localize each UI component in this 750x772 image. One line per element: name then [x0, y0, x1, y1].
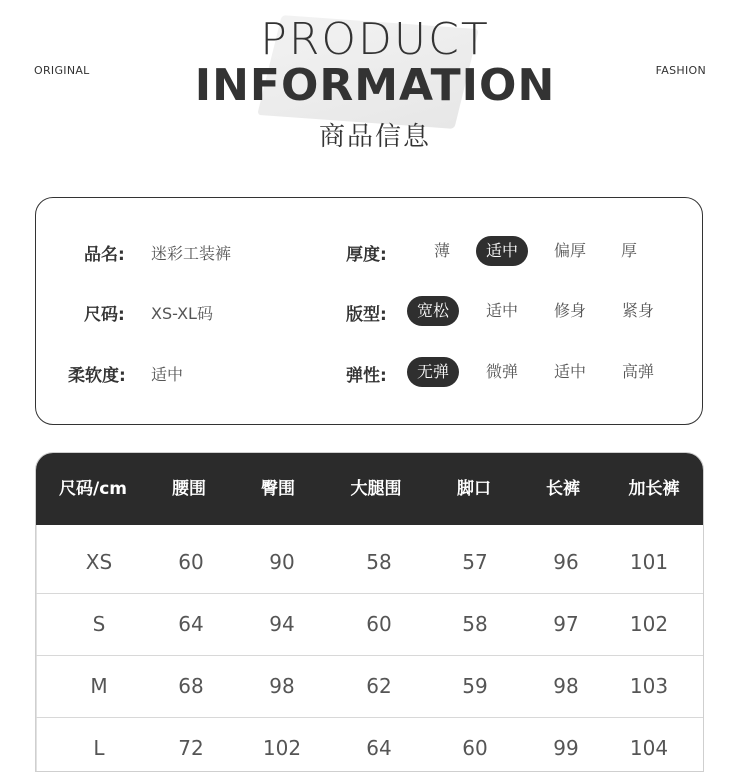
fashion-tag: FASHION: [655, 64, 706, 77]
thickness-label: 厚度:: [346, 245, 387, 265]
table-cell: 98: [269, 674, 295, 698]
softness-label: 柔软度:: [68, 366, 126, 386]
table-cell: 101: [629, 550, 669, 574]
table-cell: 57: [462, 550, 488, 574]
fit-option: 宽松: [407, 296, 459, 326]
table-cell: 90: [269, 550, 295, 574]
size-chart-table: [35, 452, 704, 772]
size-label: 尺码:: [84, 305, 125, 325]
title-product: PRODUCT: [260, 14, 490, 65]
table-cell: 60: [366, 612, 392, 636]
table-cell: 96: [553, 550, 579, 574]
info-row-softness-elasticity: [36, 353, 702, 393]
table-cell: 60: [462, 736, 488, 760]
table-cell: 58: [366, 550, 392, 574]
elasticity-option: 微弹: [485, 362, 519, 381]
name-value: 迷彩工装裤: [151, 244, 232, 263]
table-cell: 102: [262, 736, 302, 760]
elasticity-label: 弹性:: [346, 366, 387, 386]
softness-value: 适中: [151, 365, 184, 384]
table-cell: S: [92, 612, 106, 636]
title-information: INFORMATION: [194, 60, 556, 111]
fit-option: 紧身: [621, 301, 655, 320]
column-header: 腰围: [172, 479, 206, 499]
table-cell: 98: [553, 674, 579, 698]
table-cell: 103: [629, 674, 669, 698]
elasticity-option: 适中: [553, 362, 587, 381]
table-cell: 64: [366, 736, 392, 760]
table-row: [36, 655, 703, 718]
table-cell: 62: [366, 674, 392, 698]
table-cell: 72: [178, 736, 204, 760]
table-header: [36, 453, 703, 525]
thickness-option: 适中: [476, 236, 528, 266]
table-cell: 99: [553, 736, 579, 760]
table-row: [36, 593, 703, 656]
thickness-option: 偏厚: [553, 241, 587, 260]
table-cell: 60: [178, 550, 204, 574]
elasticity-option: 高弹: [621, 362, 655, 381]
thickness-option: 厚: [620, 241, 638, 260]
column-header: 尺码/cm: [59, 479, 127, 499]
size-value: XS-XL码: [151, 304, 213, 323]
info-row-size-fit: [36, 292, 702, 332]
original-tag: ORIGINAL: [34, 64, 90, 77]
table-row: [36, 717, 703, 772]
elasticity-option: 无弹: [407, 357, 459, 387]
column-header: 大腿围: [350, 479, 402, 499]
name-label: 品名:: [84, 245, 125, 265]
fit-option: 修身: [553, 301, 587, 320]
column-header: 脚口: [457, 479, 491, 499]
table-row: [36, 531, 703, 594]
info-row-name-thickness: [36, 232, 702, 272]
table-cell: L: [93, 736, 105, 760]
thickness-option: 薄: [433, 241, 451, 260]
table-cell: 97: [553, 612, 579, 636]
fit-option: 适中: [485, 301, 519, 320]
table-cell: 64: [178, 612, 204, 636]
title-chinese: 商品信息: [318, 122, 431, 152]
table-cell: 104: [629, 736, 669, 760]
table-cell: XS: [85, 550, 113, 574]
table-cell: 68: [178, 674, 204, 698]
column-header: 臀围: [261, 479, 295, 499]
fit-label: 版型:: [346, 305, 387, 325]
table-cell: M: [90, 674, 108, 698]
product-info-panel: [35, 197, 703, 425]
column-header: 长裤: [546, 479, 580, 499]
table-cell: 58: [462, 612, 488, 636]
table-cell: 59: [462, 674, 488, 698]
table-cell: 94: [269, 612, 295, 636]
table-cell: 102: [629, 612, 669, 636]
column-header: 加长裤: [628, 479, 680, 499]
